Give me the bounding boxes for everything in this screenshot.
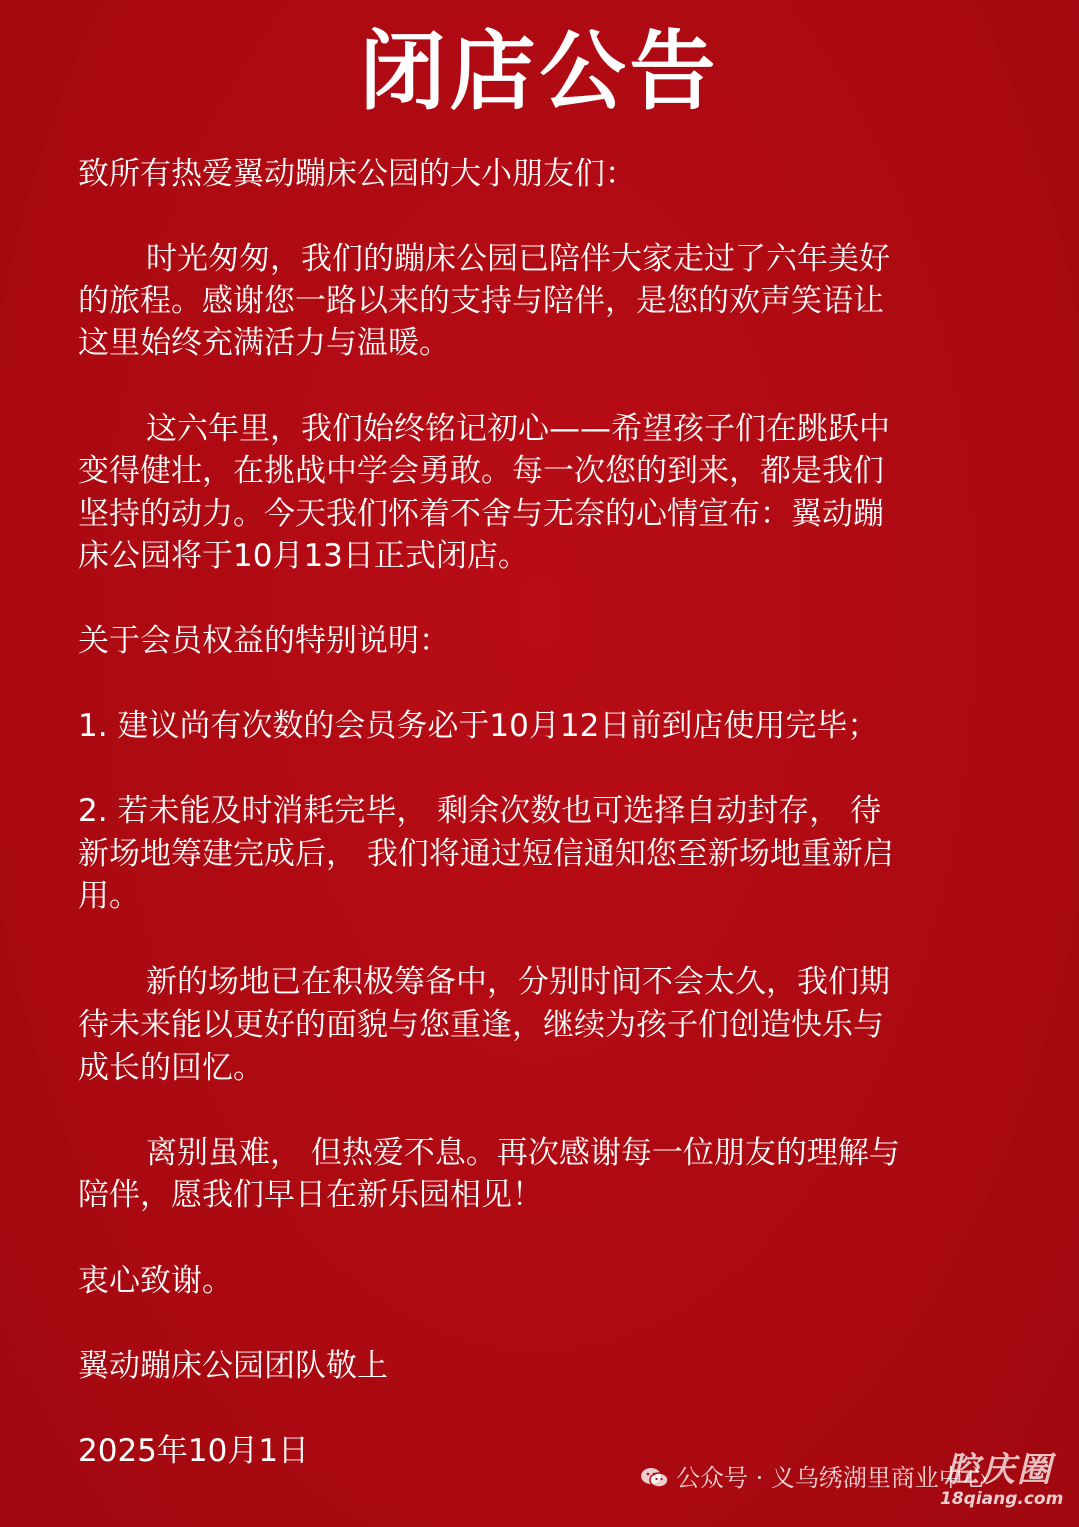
paragraph-3-line-2: 待未来能以更好的面貌与您重逢，继续为孩子们创造快乐与 [78, 1007, 884, 1043]
member-benefits-heading: 关于会员权益的特别说明： [78, 623, 450, 659]
list-item-2-line-1: 2. 若未能及时消耗完毕， 剩余次数也可选择自动封存， 待 [78, 793, 882, 829]
watermark-account-text: 公众号 · 义乌绣湖里商业中心 [676, 1464, 987, 1492]
paragraph-4-line-2: 陪伴，愿我们早日在新乐园相见！ [78, 1177, 543, 1213]
paragraph-2-line-3: 坚持的动力。今天我们怀着不舍与无奈的心情宣布：翼动蹦 [78, 496, 884, 532]
list-item-2-line-2: 新场地筹建完成后， 我们将通过短信通知您至新场地重新启 [78, 836, 894, 872]
greeting: 致所有热爱翼动蹦床公园的大小朋友们： [78, 156, 636, 192]
list-item-2-line-3: 用。 [78, 878, 140, 914]
signature: 翼动蹦床公园团队敬上 [78, 1348, 388, 1384]
paragraph-2-line-4: 床公园将于10月13日正式闭店。 [78, 538, 529, 574]
paragraph-4-line-1: 离别虽难， 但热爱不息。再次感谢每一位朋友的理解与 [146, 1135, 900, 1171]
paragraph-2-line-1: 这六年里，我们始终铭记初心——希望孩子们在跳跃中 [146, 411, 890, 447]
paragraph-2-line-2: 变得健壮，在挑战中学会勇敢。每一次您的到来，都是我们 [78, 453, 884, 489]
watermark-site: 18qiang.com [940, 1489, 1064, 1509]
wechat-icon [640, 1466, 670, 1490]
paragraph-3-line-3: 成长的回忆。 [78, 1050, 264, 1086]
paragraph-1-line-3: 这里始终充满活力与温暖。 [78, 325, 450, 361]
list-item-1: 1. 建议尚有次数的会员务必于10月12日前到店使用完毕； [78, 708, 879, 744]
paragraph-1-line-2: 的旅程。感谢您一路以来的支持与陪伴，是您的欢声笑语让 [78, 283, 884, 319]
watermark-logo: 腔庆圈 [945, 1450, 1053, 1490]
watermark [640, 1450, 1070, 1520]
paragraph-3-line-1: 新的场地已在积极筹备中，分别时间不会太久，我们期 [146, 964, 890, 1000]
page-title: 闭店公告 [359, 22, 720, 122]
date: 2025年10月1日 [78, 1433, 310, 1469]
paragraph-1-line-1: 时光匆匆，我们的蹦床公园已陪伴大家走过了六年美好 [146, 241, 890, 277]
closing-text: 衷心致谢。 [78, 1263, 233, 1299]
